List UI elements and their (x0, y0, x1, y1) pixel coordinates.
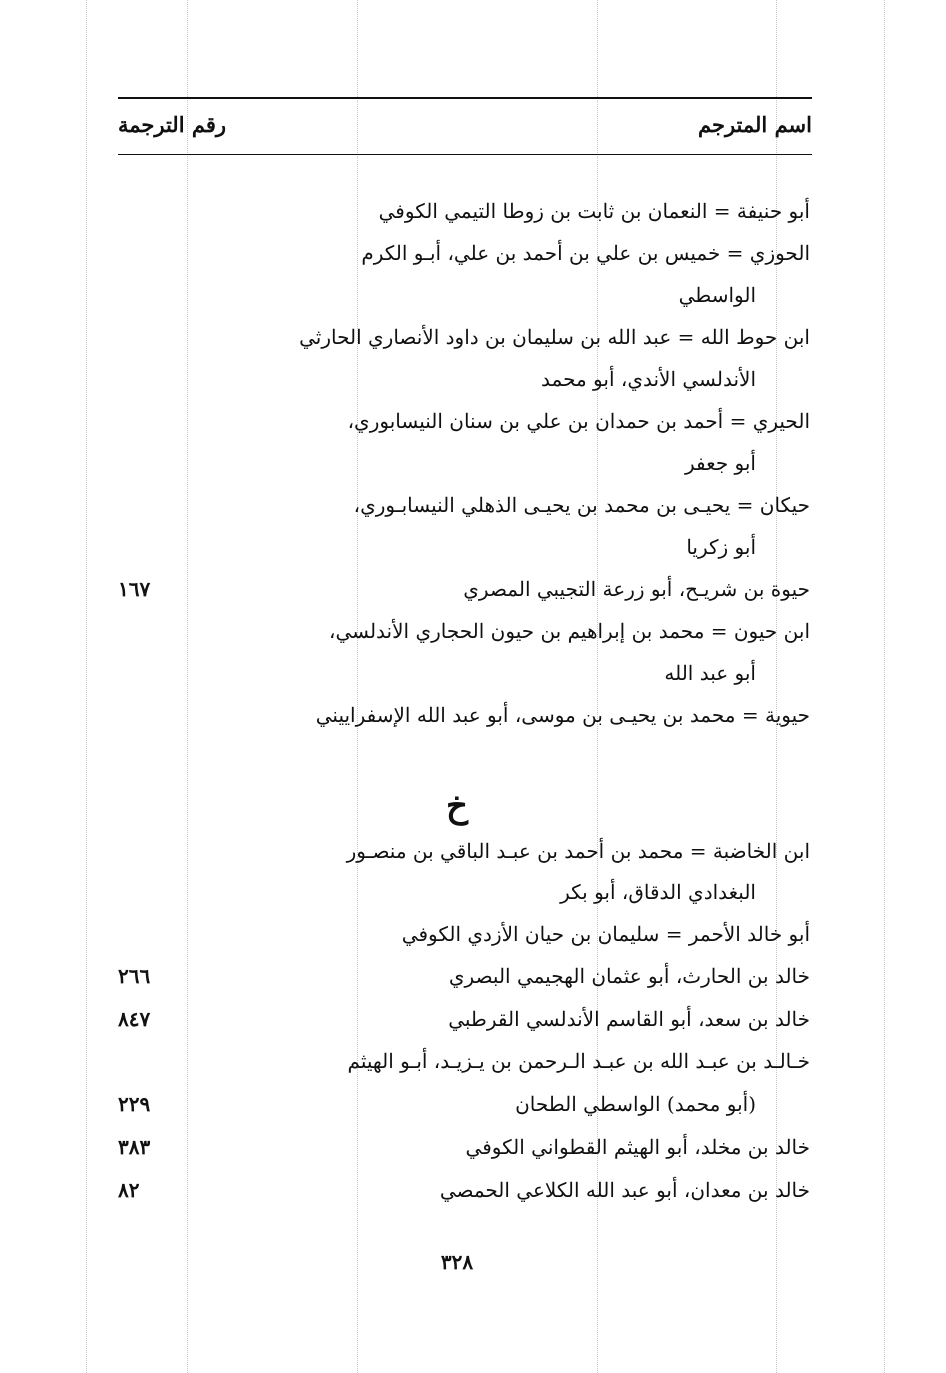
scan-guide-line (86, 0, 87, 1373)
entry-continuation: أبو زكريا (686, 535, 756, 559)
entry-continuation: الأندلسي الأندي، أبو محمد (541, 367, 756, 391)
entry-number: ٢٦٦ (118, 964, 151, 988)
entry-continuation: (أبو محمد) الواسطي الطحان (515, 1092, 756, 1116)
entry-text: أبو خالد الأحمر = سليمان بن حيان الأزدي الكوفي (401, 922, 810, 946)
header-bottom-rule (118, 154, 812, 155)
scan-guide-line (187, 0, 188, 1373)
entry-continuation: أبو جعفر (685, 451, 756, 475)
entry-text: خالد بن سعد، أبو القاسم الأندلسي القرطبي (448, 1007, 810, 1031)
entry-text: الحيري = أحمد بن حمدان بن علي بن سنان النيسابوري، (347, 409, 810, 433)
entry-continuation: الواسطي (678, 283, 756, 307)
entry-continuation: أبو عبد الله (664, 661, 756, 685)
entry-text: ابن الخاضبة = محمد بن أحمد بن عبـد الباقي بن منصـور (346, 839, 810, 863)
entry-text: حيوة بن شريـح، أبو زرعة التجيبي المصري (463, 577, 810, 601)
section-letter: خ (446, 786, 468, 826)
entry-text: أبو حنيفة = النعمان بن ثابت بن زوطا التيمي الكوفي (378, 199, 810, 223)
entry-text: حيكان = يحيـى بن محمد بن يحيـى الذهلي النيسابـوري، (353, 493, 810, 517)
entry-text: ابن حيون = محمد بن إبراهيم بن حيون الحجاري الأندلسي، (329, 619, 810, 643)
entry-number: ٣٨٣ (118, 1135, 151, 1159)
entry-number: ١٦٧ (118, 577, 151, 601)
header-top-rule (118, 97, 812, 99)
entry-text: خالد بن مخلد، أبو الهيثم القطواني الكوفي (465, 1135, 810, 1159)
entry-text: خـالـد بن عبـد الله بن عبـد الـرحمن بن يـزيـد، أبـو الهيثم (347, 1049, 810, 1073)
scan-guide-line (884, 0, 885, 1373)
entry-text: خالد بن الحارث، أبو عثمان الهجيمي البصري (448, 964, 810, 988)
entry-number: ٨٤٧ (118, 1007, 151, 1031)
entry-number: ٢٢٩ (118, 1092, 151, 1116)
entry-text: ابن حوط الله = عبد الله بن سليمان بن داود الأنصاري الحارثي (299, 325, 810, 349)
entry-text: الحوزي = خميس بن علي بن أحمد بن علي، أبـو الكرم (361, 241, 810, 265)
column-header-number: رقم الترجمة (118, 112, 227, 137)
entry-continuation: البغدادي الدقاق، أبو بكر (560, 880, 756, 904)
entry-text: خالد بن معدان، أبو عبد الله الكلاعي الحمصي (439, 1178, 810, 1202)
page-number: ٣٢٨ (440, 1250, 474, 1274)
scan-guide-line (357, 0, 358, 1373)
entry-number: ٨٢ (118, 1178, 140, 1202)
column-header-name: اسم المترجم (698, 112, 812, 137)
entry-text: حيوية = محمد بن يحيـى بن موسى، أبو عبد الله الإسفراييني (315, 703, 810, 727)
